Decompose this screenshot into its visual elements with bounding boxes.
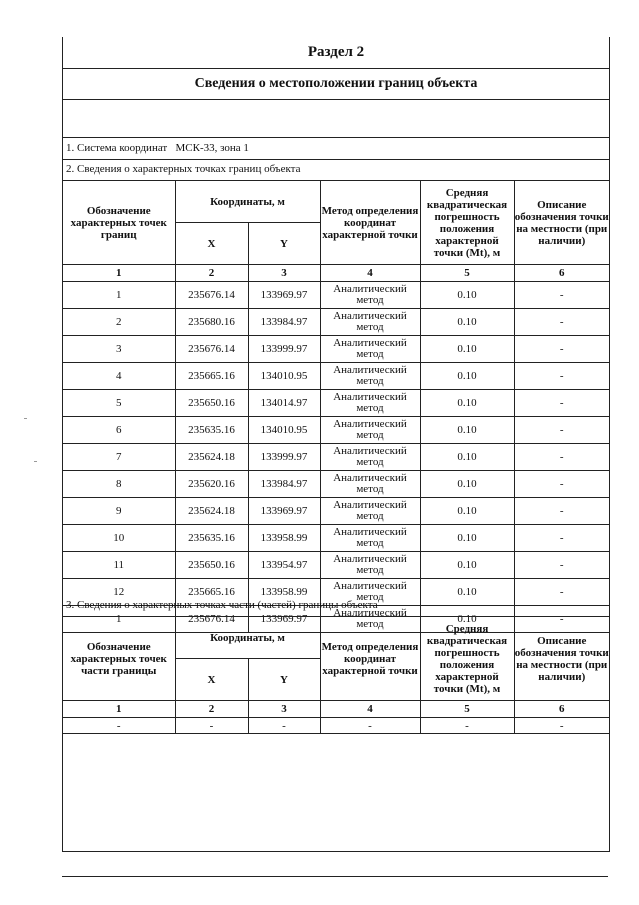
col-number: 2 [175, 265, 248, 282]
table-row [63, 444, 609, 471]
cell-method: Аналитический метод [320, 606, 420, 633]
header-method: Метод определения координат характерной точки [320, 181, 420, 265]
cell-point: 5 [63, 390, 175, 417]
cell-point: - [63, 718, 175, 734]
table-row [63, 471, 609, 498]
cell-description: - [514, 417, 609, 444]
cell-y: - [248, 718, 320, 734]
cell-accuracy: 0.10 [420, 417, 514, 444]
cell-y: 134010.95 [248, 417, 320, 444]
cell-point: 6 [63, 417, 175, 444]
cell-description: - [514, 309, 609, 336]
table-row [63, 282, 609, 309]
cell-point: 7 [63, 444, 175, 471]
cell-y: 134010.95 [248, 363, 320, 390]
header-x: X [175, 223, 248, 265]
cell-accuracy: 0.10 [420, 498, 514, 525]
cell-x: 235676.14 [175, 282, 248, 309]
col-number: 2 [175, 701, 248, 718]
cell-y: 133969.97 [248, 282, 320, 309]
cell-description: - [514, 498, 609, 525]
cell-accuracy: 0.10 [420, 471, 514, 498]
header-x: X [175, 659, 248, 701]
table2-number-row [63, 701, 609, 718]
cell-method: Аналитический метод [320, 498, 420, 525]
col-number: 5 [420, 701, 514, 718]
cell-accuracy: 0.10 [420, 525, 514, 552]
col-number: 6 [514, 701, 609, 718]
coord-system-line [63, 137, 609, 160]
scan-speck [34, 461, 37, 462]
cell-y: 133984.97 [248, 471, 320, 498]
table1-caption: 2. Сведения о характерных точках границ объекта [63, 159, 609, 181]
cell-y: 133984.97 [248, 309, 320, 336]
cell-y: 133999.97 [248, 336, 320, 363]
cell-point: 8 [63, 471, 175, 498]
cell-x: 235624.18 [175, 498, 248, 525]
cell-x: 235650.16 [175, 390, 248, 417]
scan-speck [24, 418, 27, 419]
cell-x: 235635.16 [175, 417, 248, 444]
col-number: 3 [248, 265, 320, 282]
cell-description: - [514, 444, 609, 471]
cell-x: 235665.16 [175, 579, 248, 606]
header-y: Y [248, 223, 320, 265]
cell-x: 235620.16 [175, 471, 248, 498]
section-title: Раздел 2 [63, 37, 609, 69]
cell-x: 235624.18 [175, 444, 248, 471]
table-row [63, 390, 609, 417]
cell-description: - [514, 363, 609, 390]
cell-description: - [514, 336, 609, 363]
header-part-point-designation: Обозначение характерных точек части границы [63, 617, 175, 701]
cell-y: 133954.97 [248, 552, 320, 579]
cell-point: 4 [63, 363, 175, 390]
cell-description: - [514, 390, 609, 417]
header-description: Описание обозначения точки на местности (при наличии) [514, 181, 609, 265]
cell-point: 11 [63, 552, 175, 579]
cell-method: Аналитический метод [320, 309, 420, 336]
section-subtitle: Сведения о местоположении границ объекта [63, 68, 609, 100]
table-row [63, 309, 609, 336]
cell-x: 235635.16 [175, 525, 248, 552]
page-bottom-rule [62, 876, 608, 877]
header-coordinates: Координаты, м [175, 181, 320, 223]
coord-system-label: 1. Система координат [66, 142, 168, 154]
cell-y: 133958.99 [248, 579, 320, 606]
cell-point: 1 [63, 282, 175, 309]
header-method: Метод определения координат характерной точки [320, 617, 420, 701]
cell-description: - [514, 606, 609, 633]
cell-point: 3 [63, 336, 175, 363]
col-number: 1 [63, 701, 175, 718]
cell-accuracy: 0.10 [420, 390, 514, 417]
col-number: 4 [320, 701, 420, 718]
cell-description: - [514, 471, 609, 498]
cell-description: - [514, 579, 609, 606]
table2-caption: 3. Сведения о характерных точках части (частей) границы объекта [63, 595, 609, 617]
document-frame [62, 37, 610, 852]
cell-method: Аналитический метод [320, 444, 420, 471]
col-number: 3 [248, 701, 320, 718]
header-accuracy: Средняя квадратическая погрешность положения характерной точки (Mt), м [420, 617, 514, 701]
coord-system-value: МСК-33, зона 1 [175, 142, 249, 154]
cell-method: Аналитический метод [320, 471, 420, 498]
table1-header-row [63, 181, 609, 223]
cell-accuracy: 0.10 [420, 579, 514, 606]
col-number: 5 [420, 265, 514, 282]
cell-accuracy: 0.10 [420, 444, 514, 471]
part-boundary-points-table [63, 616, 609, 734]
table-row [63, 498, 609, 525]
cell-accuracy: - [420, 718, 514, 734]
cell-y: 133999.97 [248, 444, 320, 471]
cell-accuracy: 0.10 [420, 552, 514, 579]
cell-description: - [514, 718, 609, 734]
table2-header-row [63, 617, 609, 659]
header-description: Описание обозначения точки на местности (при наличии) [514, 617, 609, 701]
cell-x: 235665.16 [175, 363, 248, 390]
header-y: Y [248, 659, 320, 701]
table-row [63, 552, 609, 579]
table-row [63, 336, 609, 363]
cell-y: 133969.97 [248, 606, 320, 633]
col-number: 1 [63, 265, 175, 282]
cell-method: Аналитический метод [320, 336, 420, 363]
cell-point: 1 [63, 606, 175, 633]
cell-point: 9 [63, 498, 175, 525]
cell-description: - [514, 525, 609, 552]
col-number: 6 [514, 265, 609, 282]
cell-point: 10 [63, 525, 175, 552]
header-accuracy: Средняя квадратическая погрешность положения характерной точки (Mt), м [420, 181, 514, 265]
cell-x: 235676.14 [175, 606, 248, 633]
cell-method: Аналитический метод [320, 579, 420, 606]
table-row [63, 417, 609, 444]
cell-y: 133958.99 [248, 525, 320, 552]
cell-y: 134014.97 [248, 390, 320, 417]
cell-method: Аналитический метод [320, 363, 420, 390]
table-row [63, 718, 609, 734]
cell-point: 2 [63, 309, 175, 336]
table-row [63, 363, 609, 390]
header-point-designation: Обозначение характерных точек границ [63, 181, 175, 265]
cell-method: Аналитический метод [320, 390, 420, 417]
cell-x: - [175, 718, 248, 734]
cell-accuracy: 0.10 [420, 309, 514, 336]
cell-description: - [514, 282, 609, 309]
cell-description: - [514, 552, 609, 579]
table1-number-row [63, 265, 609, 282]
cell-method: Аналитический метод [320, 525, 420, 552]
cell-accuracy: 0.10 [420, 282, 514, 309]
cell-point: 12 [63, 579, 175, 606]
cell-method: - [320, 718, 420, 734]
cell-method: Аналитический метод [320, 552, 420, 579]
cell-method: Аналитический метод [320, 417, 420, 444]
cell-x: 235650.16 [175, 552, 248, 579]
cell-method: Аналитический метод [320, 282, 420, 309]
cell-accuracy: 0.10 [420, 363, 514, 390]
cell-y: 133969.97 [248, 498, 320, 525]
cell-accuracy: 0.10 [420, 606, 514, 633]
header-coordinates: Координаты, м [175, 617, 320, 659]
boundary-points-table [63, 180, 609, 633]
cell-x: 235676.14 [175, 336, 248, 363]
col-number: 4 [320, 265, 420, 282]
cell-x: 235680.16 [175, 309, 248, 336]
cell-accuracy: 0.10 [420, 336, 514, 363]
table-row [63, 525, 609, 552]
